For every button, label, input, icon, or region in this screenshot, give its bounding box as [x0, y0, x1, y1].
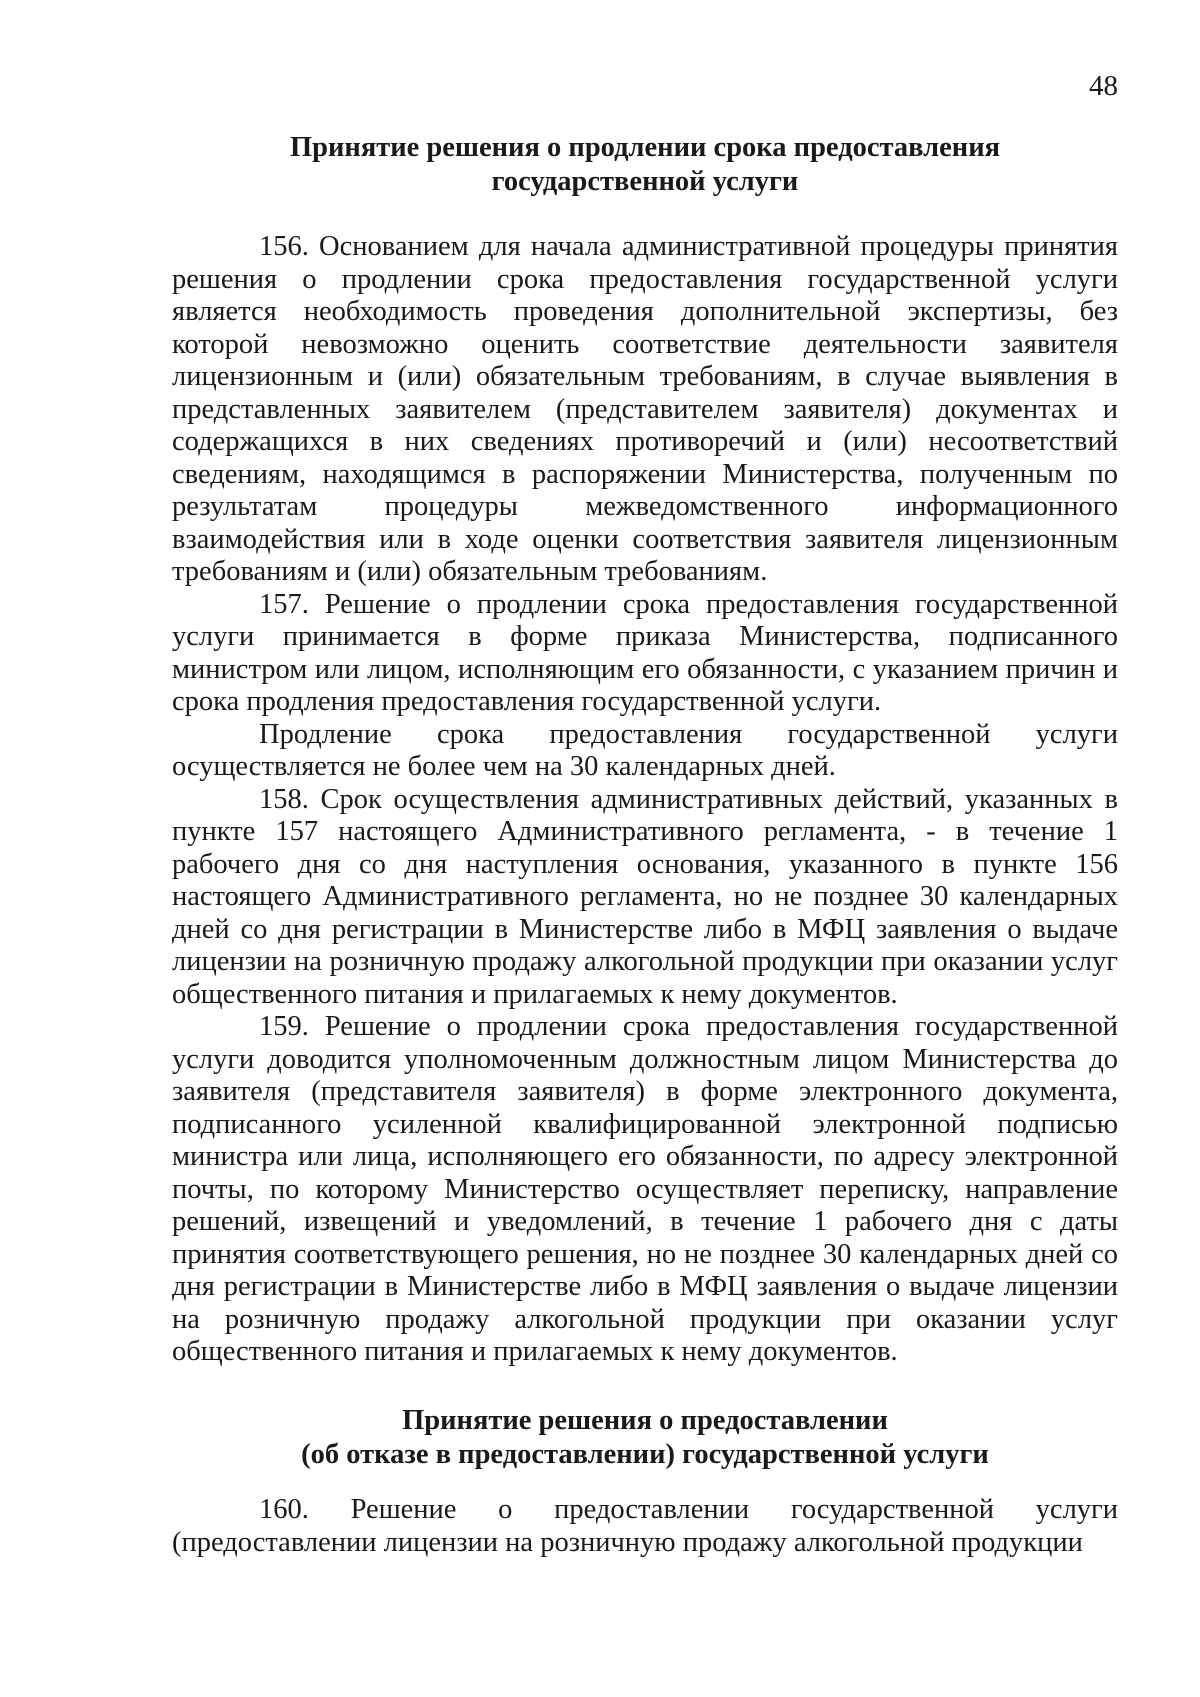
paragraph-extension-limit: Продление срока предоставления государственной услуги осуществляется не более чем на 30 календарных дней. — [172, 718, 1118, 782]
page-number: 48 — [1089, 70, 1118, 102]
section-heading-line: Принятие решения о предоставлении — [402, 1405, 888, 1436]
section-heading-line: Принятие решения о продлении срока предоставления — [289, 132, 1001, 163]
document-page — [172, 0, 1118, 1697]
section-heading-line: (об отказе в предоставлении) государственной услуги — [301, 1439, 989, 1470]
section-body-decision — [172, 1494, 1118, 1559]
paragraph-159: 159. Решение о продлении срока предоставления государственной услуги доводится уполномоченным должностным лицом Министерства до заявителя (представителя заявителя) в форме электронного документа, подписанного усиленной квалифицированной электронной подписью министра или лица, исполняющего его обязанности, по адресу электронной почты, по которому Министерство осуществляет переписку, направление решений, извещений и уведомлений, в течение 1 рабочего дня с даты принятия соответствующего решения, но не позднее 30 календарных дней со дня регистрации в Министерстве либо в МФЦ заявления о выдаче лицензии на розничную продажу алкогольной продукции при оказании услуг общественного питания и прилагаемых к нему документов. — [172, 1011, 1118, 1367]
paragraph-156: 156. Основанием для начала административной процедуры принятия решения о продлении срока предоставления государственной услуги является необходимость проведения дополнительной экспертизы, без которой невозможно оценить соответствие деятельности заявителя лицензионным и (или) обязательным требованиям, в случае выявления в представленных заявителем (представителем заявителя) документах и содержащихся в них сведениях противоречий и (или) несоответствий сведениям, находящимся в распоряжении Министерства, полученным по результатам процедуры межведомственного информационного взаимодействия или в ходе оценки соответствия заявителя лицензионным требованиям и (или) обязательным требованиям. — [172, 231, 1118, 587]
paragraph-160: 160. Решение о предоставлении государственной услуги (предоставлении лицензии на розничную продажу алкогольной продукции — [172, 1494, 1118, 1558]
section-heading-decision — [172, 1404, 1118, 1472]
paragraph-158: 158. Срок осуществления административных действий, указанных в пункте 157 настоящего Административного регламента, - в течение 1 рабочего дня со дня наступления основания, указанного в пункте 156 настоящего Административного регламента, но не позднее 30 календарных дней со дня регистрации в Министерстве либо в МФЦ заявления о выдаче лицензии на розничную продажу алкогольной продукции при оказании услуг общественного питания и прилагаемых к нему документов. — [172, 783, 1118, 1010]
section-heading-extension — [172, 131, 1118, 199]
section-body-extension — [172, 231, 1118, 1369]
section-heading-line: государственной услуги — [491, 166, 799, 197]
paragraph-157: 157. Решение о продлении срока предоставления государственной услуги принимается в форме приказа Министерства, подписанного министром или лицом, исполняющим его обязанности, с указанием причин и срока продления предоставления государственной услуги. — [172, 588, 1118, 717]
